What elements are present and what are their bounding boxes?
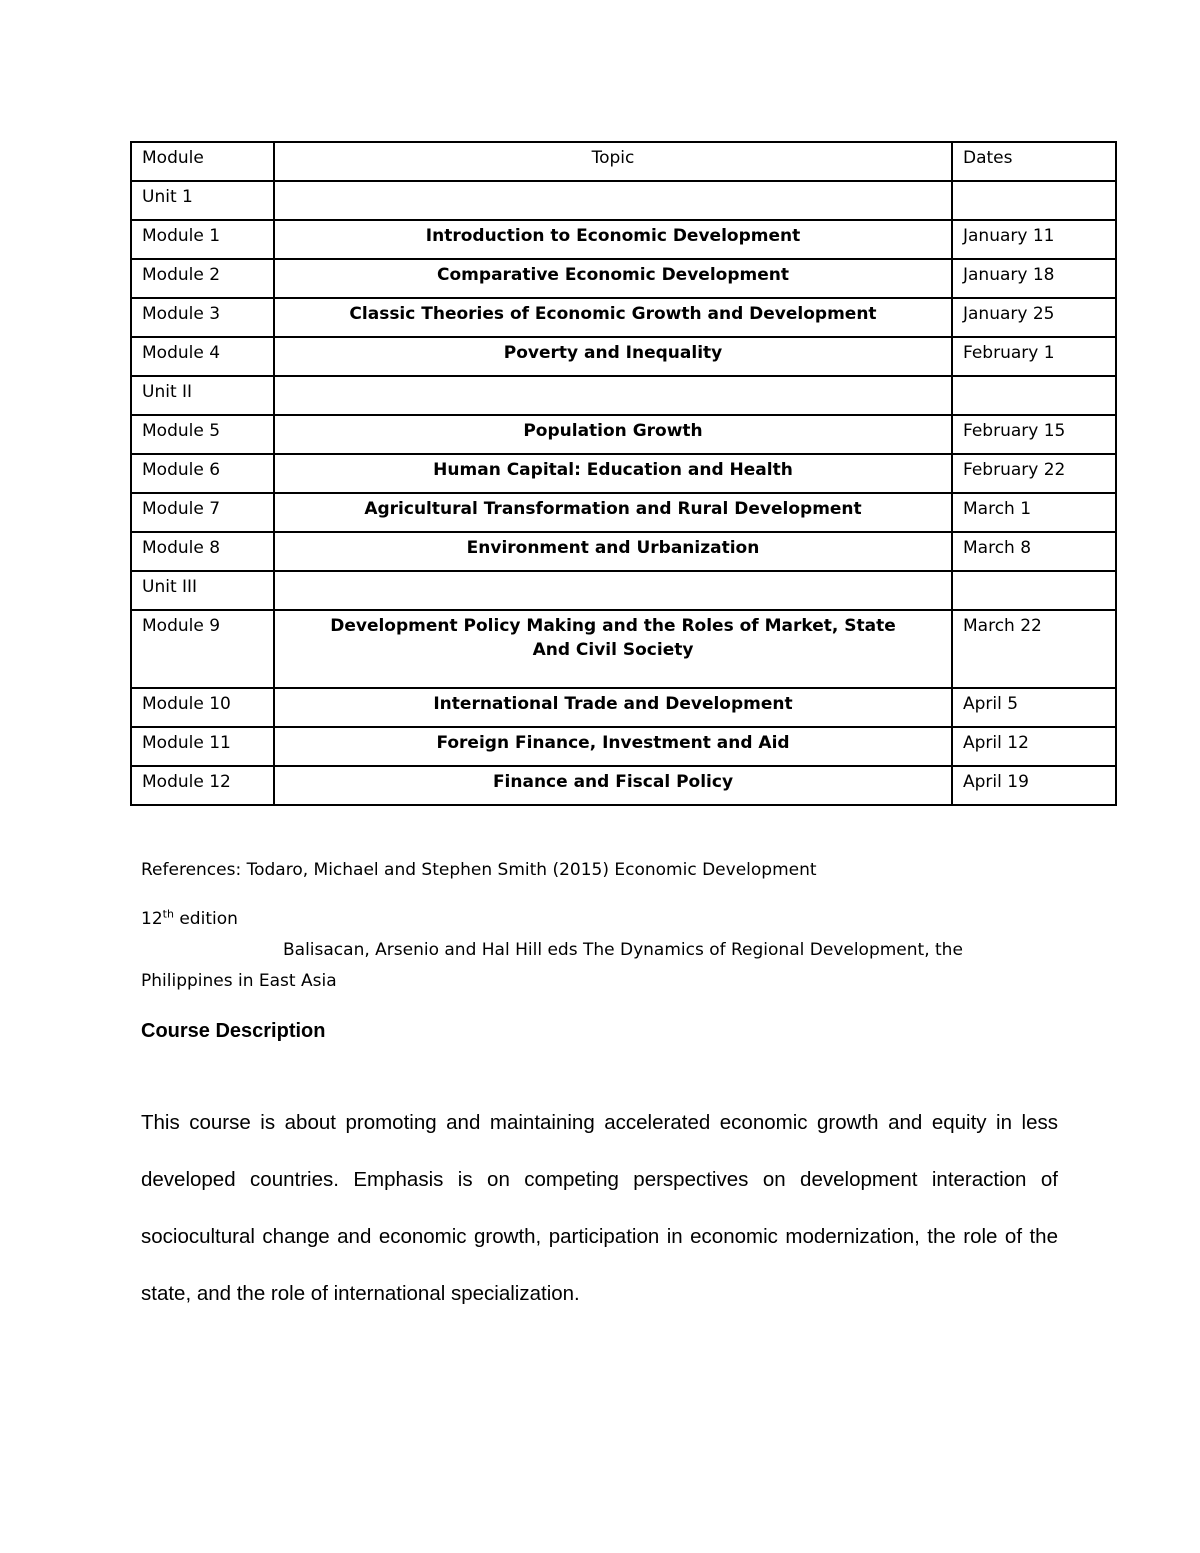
table-row	[131, 493, 1116, 532]
table-row	[131, 376, 1116, 415]
topic-cell	[274, 571, 952, 610]
table-header-row	[131, 142, 1116, 181]
date-cell: April 19	[952, 766, 1116, 805]
module-cell: Unit II	[131, 376, 274, 415]
topic-cell	[274, 181, 952, 220]
topic-cell: Human Capital: Education and Health	[274, 454, 952, 493]
module-cell: Unit 1	[131, 181, 274, 220]
date-cell: February 1	[952, 337, 1116, 376]
module-cell: Module 12	[131, 766, 274, 805]
table-row	[131, 220, 1116, 259]
edition-text: edition	[173, 909, 238, 929]
table-row	[131, 571, 1116, 610]
date-cell	[952, 376, 1116, 415]
edition-suffix: th	[162, 907, 174, 921]
date-cell	[952, 571, 1116, 610]
topic-cell: International Trade and Development	[274, 688, 952, 727]
table-row	[131, 415, 1116, 454]
module-cell: Module 4	[131, 337, 274, 376]
table-row	[131, 337, 1116, 376]
topic-cell: Comparative Economic Development	[274, 259, 952, 298]
table-row	[131, 532, 1116, 571]
date-cell: January 25	[952, 298, 1116, 337]
date-cell: March 8	[952, 532, 1116, 571]
topic-cell: Agricultural Transformation and Rural Development	[274, 493, 952, 532]
schedule-table	[130, 141, 1117, 806]
date-cell: April 12	[952, 727, 1116, 766]
date-cell: March 22	[952, 610, 1116, 688]
header-topic: Topic	[274, 142, 952, 181]
module-cell: Module 2	[131, 259, 274, 298]
course-description-text: This course is about promoting and maintaining accelerated economic growth and equity in less developed countries. Emphasis is on competing perspectives on development interaction of sociocultural change and economic growth, participation in economic modernization, the role of the state, and the role of international specialization.	[141, 1111, 1058, 1305]
date-cell: January 11	[952, 220, 1116, 259]
header-dates: Dates	[952, 142, 1116, 181]
topic-cell: Poverty and Inequality	[274, 337, 952, 376]
date-cell	[952, 181, 1116, 220]
table-row	[131, 727, 1116, 766]
topic-cell: Introduction to Economic Development	[274, 220, 952, 259]
module-cell: Module 1	[131, 220, 274, 259]
topic-line: Development Policy Making and the Roles of Market, State	[330, 616, 896, 636]
module-cell: Unit III	[131, 571, 274, 610]
date-cell: February 15	[952, 415, 1116, 454]
topic-line: And Civil Society	[532, 640, 694, 660]
date-cell: March 1	[952, 493, 1116, 532]
topic-cell	[274, 610, 952, 688]
module-cell: Module 3	[131, 298, 274, 337]
date-cell: January 18	[952, 259, 1116, 298]
edition-number: 12	[141, 909, 163, 929]
table-row	[131, 298, 1116, 337]
references-line: Balisacan, Arsenio and Hal Hill eds The Dynamics of Regional Development, the	[283, 940, 963, 960]
module-cell: Module 5	[131, 415, 274, 454]
module-cell: Module 6	[131, 454, 274, 493]
module-cell: Module 7	[131, 493, 274, 532]
table-row	[131, 181, 1116, 220]
table-row	[131, 688, 1116, 727]
topic-cell: Finance and Fiscal Policy	[274, 766, 952, 805]
table-row	[131, 766, 1116, 805]
module-cell: Module 10	[131, 688, 274, 727]
header-module: Module	[131, 142, 274, 181]
topic-cell: Population Growth	[274, 415, 952, 454]
table-row	[131, 610, 1116, 688]
date-cell: April 5	[952, 688, 1116, 727]
module-cell: Module 11	[131, 727, 274, 766]
module-cell: Module 9	[131, 610, 274, 688]
topic-cell: Classic Theories of Economic Growth and Development	[274, 298, 952, 337]
references-line: References: Todaro, Michael and Stephen Smith (2015) Economic Development	[141, 860, 817, 880]
table-row	[131, 454, 1116, 493]
module-cell: Module 8	[131, 532, 274, 571]
topic-cell	[274, 376, 952, 415]
course-description-heading: Course Description	[141, 1020, 326, 1042]
references-line: Philippines in East Asia	[141, 971, 337, 991]
date-cell: February 22	[952, 454, 1116, 493]
references-edition	[141, 907, 238, 931]
topic-cell: Environment and Urbanization	[274, 532, 952, 571]
topic-cell: Foreign Finance, Investment and Aid	[274, 727, 952, 766]
table-row	[131, 259, 1116, 298]
